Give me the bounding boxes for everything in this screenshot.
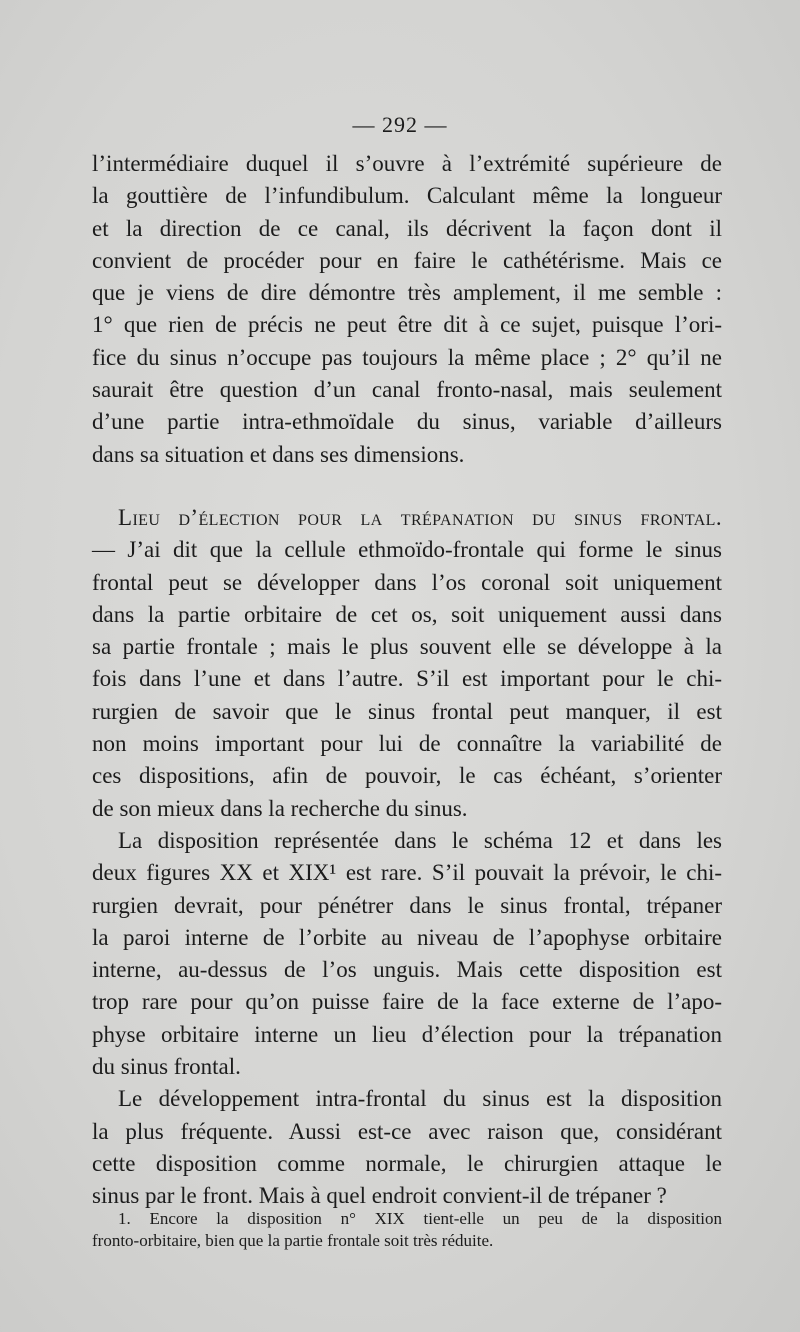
text-line: deux figures XX et XIX¹ est rare. S’il pouvait la prévoir, le chi- xyxy=(92,860,722,886)
text-line: physe orbitaire interne un lieu d’élection pour la trépanation xyxy=(92,1021,722,1047)
text-line: saurait être question d’un canal fronto-nasal, mais seulement xyxy=(92,377,722,403)
text-line: dans sa situation et dans ses dimensions. xyxy=(92,441,465,467)
paragraph-continuation xyxy=(92,148,722,471)
section-heading: Lieu d’élection pour la trépanation du sinus frontal. xyxy=(118,505,722,530)
text-line: La disposition représentée dans le schéma 12 et dans les xyxy=(118,827,722,853)
text-line: trop rare pour qu’on puisse faire de la face externe de l’apo- xyxy=(92,989,722,1015)
text-line: du sinus frontal. xyxy=(92,1054,241,1080)
text-line: rurgien devrait, pour pénétrer dans le sinus frontal, trépaner xyxy=(92,892,722,918)
footnote-line: 1. Encore la disposition n° XIX tient-elle un peu de la disposition xyxy=(118,1209,722,1228)
text-line: — J’ai dit que la cellule ethmoïdo-frontale qui forme le sinus xyxy=(92,537,722,563)
text-line: non moins important pour lui de connaître la variabilité de xyxy=(92,731,722,757)
text-line: l’intermédiaire duquel il s’ouvre à l’extrémité supérieure de xyxy=(92,151,722,176)
text-line: frontal peut se développer dans l’os coronal soit uniquement xyxy=(92,569,722,595)
footnote-line: fronto-orbitaire, bien que la partie frontale soit très réduite. xyxy=(92,1231,494,1250)
text-line: dans la partie orbitaire de cet os, soit uniquement aussi dans xyxy=(92,601,722,627)
text-line: la paroi interne de l’orbite au niveau de l’apophyse orbitaire xyxy=(92,924,722,950)
text-line: 1° que rien de précis ne peut être dit à ce sujet, puisque l’ori- xyxy=(92,312,722,338)
text-line: de son mieux dans la recherche du sinus. xyxy=(92,795,468,821)
text-line: sinus par le front. Mais à quel endroit convient-il de trépaner ? xyxy=(92,1183,667,1209)
text-line: la gouttière de l’infundibulum. Calculant même la longueur xyxy=(92,183,722,209)
text-line: la plus fréquente. Aussi est-ce avec raison que, considérant xyxy=(92,1118,722,1144)
text-line: ces dispositions, afin de pouvoir, le cas échéant, s’orienter xyxy=(92,763,722,789)
text-line: fice du sinus n’occupe pas toujours la même place ; 2° qu’il ne xyxy=(92,344,722,370)
text-line: rurgien de savoir que le sinus frontal peut manquer, il est xyxy=(92,698,722,724)
text-line: Le développement intra-frontal du sinus est la disposition xyxy=(118,1086,722,1112)
text-line: que je viens de dire démontre très amplement, il me semble : xyxy=(92,280,722,306)
text-line: interne, au-dessus de l’os unguis. Mais cette disposition est xyxy=(92,957,722,983)
text-line: sa partie frontale ; mais le plus souvent elle se développe à la xyxy=(92,634,722,660)
section-lieu-election xyxy=(92,502,722,1213)
text-line: cette disposition comme normale, le chirurgien attaque le xyxy=(92,1150,722,1176)
text-line: et la direction de ce canal, ils décrivent la façon dont il xyxy=(92,215,722,241)
text-line: d’une partie intra-ethmoïdale du sinus, variable d’ailleurs xyxy=(92,409,722,435)
footnote xyxy=(92,1208,722,1252)
text-line: fois dans l’une et dans l’autre. S’il est important pour le chi- xyxy=(92,666,722,692)
text-line: convient de procéder pour en faire le cathétérisme. Mais ce xyxy=(92,247,722,273)
page-number: — 292 — xyxy=(352,112,448,137)
